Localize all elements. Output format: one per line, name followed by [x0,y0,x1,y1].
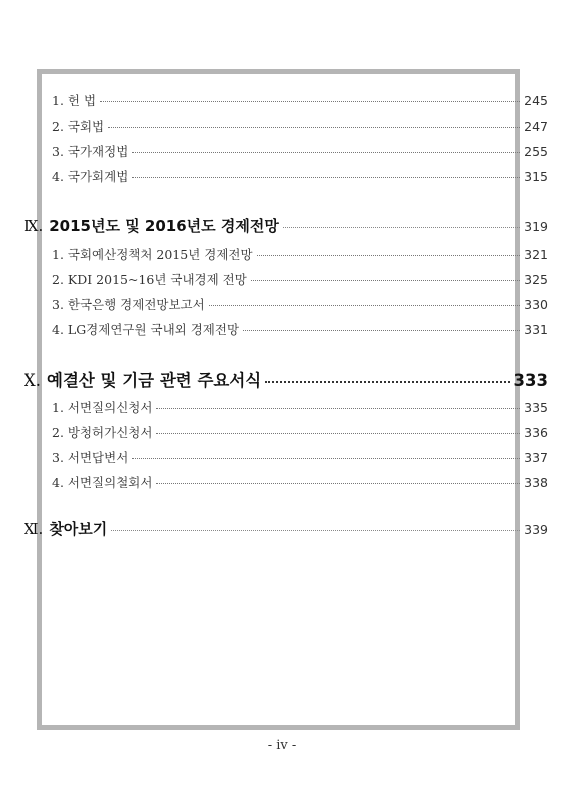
toc-entry-label: 2. 국회법 [52,119,105,134]
toc-entry-label: 4. LG경제연구원 국내외 경제전망 [52,322,240,337]
toc-entry-page: 330 [524,297,548,312]
dot-leader [111,530,520,531]
toc-entry[interactable] [52,295,548,313]
toc-entry[interactable] [52,117,548,135]
toc-chapter-11[interactable] [24,518,548,539]
page-number: - iv - [267,738,297,753]
toc-entry-page: 325 [524,272,548,287]
dot-leader [209,305,520,306]
toc-entry-page: 255 [524,144,548,159]
chapter-page: 333 [513,371,548,390]
chapter-title: 예결산 및 기금 관련 주요서식 [47,371,262,390]
dot-leader [108,127,520,128]
toc-entry-label: 2. 방청허가신청서 [52,425,153,440]
dot-leader [251,280,520,281]
toc-entry[interactable] [52,245,548,263]
toc-entry[interactable] [52,448,548,466]
toc-entry[interactable] [52,167,548,185]
toc-entry-page: 315 [524,169,548,184]
toc-entry[interactable] [52,473,548,491]
toc-entry[interactable] [52,142,548,160]
dot-leader [132,177,520,178]
chapter-title: 2015년도 및 2016년도 경제전망 [49,217,279,235]
toc-entry[interactable] [52,423,548,441]
toc-entry-label: 1. 헌 법 [52,93,97,108]
dot-leader [257,255,521,256]
toc-entry-label: 3. 국가재정법 [52,144,129,159]
toc-entry-page: 245 [524,93,548,108]
chapter-numeral: Ⅸ. [24,217,44,235]
dot-leader [156,408,520,409]
chapter-numeral: Ⅺ. [24,520,44,538]
toc-entry-page: 335 [524,400,548,415]
toc-entry-label: 1. 국회예산정책처 2015년 경제전망 [52,247,253,262]
toc-entry-label: 4. 국가회계법 [52,169,129,184]
dot-leader [132,458,520,459]
toc-entry-label: 3. 서면답변서 [52,450,129,465]
toc-entry[interactable] [52,91,548,109]
toc-entry-label: 4. 서면질의철회서 [52,475,153,490]
toc-entry-label: 3. 한국은행 경제전망보고서 [52,297,205,312]
toc-entry-page: 331 [524,322,548,337]
dot-leader [265,381,509,383]
dot-leader [100,101,520,102]
dot-leader [243,330,520,331]
dot-leader [156,483,520,484]
chapter-page: 339 [524,522,548,537]
dot-leader [283,227,520,228]
toc-entry-label: 2. KDI 2015~16년 국내경제 전망 [52,272,247,287]
chapter-page: 319 [524,219,548,234]
toc-entry-page: 336 [524,425,548,440]
toc-chapter-9[interactable] [24,215,548,236]
toc-entry[interactable] [52,320,548,338]
dot-leader [156,433,520,434]
toc-entry-page: 247 [524,119,548,134]
toc-chapter-10[interactable] [24,367,548,391]
chapter-numeral: Ⅹ. [24,371,41,390]
toc-entry-page: 321 [524,247,548,262]
toc-entry-label: 1. 서면질의신청서 [52,400,153,415]
toc-entry[interactable] [52,398,548,416]
chapter-title: 찾아보기 [49,520,108,538]
toc-entry-page: 338 [524,475,548,490]
toc-entry[interactable] [52,270,548,288]
dot-leader [132,152,520,153]
toc-entry-page: 337 [524,450,548,465]
